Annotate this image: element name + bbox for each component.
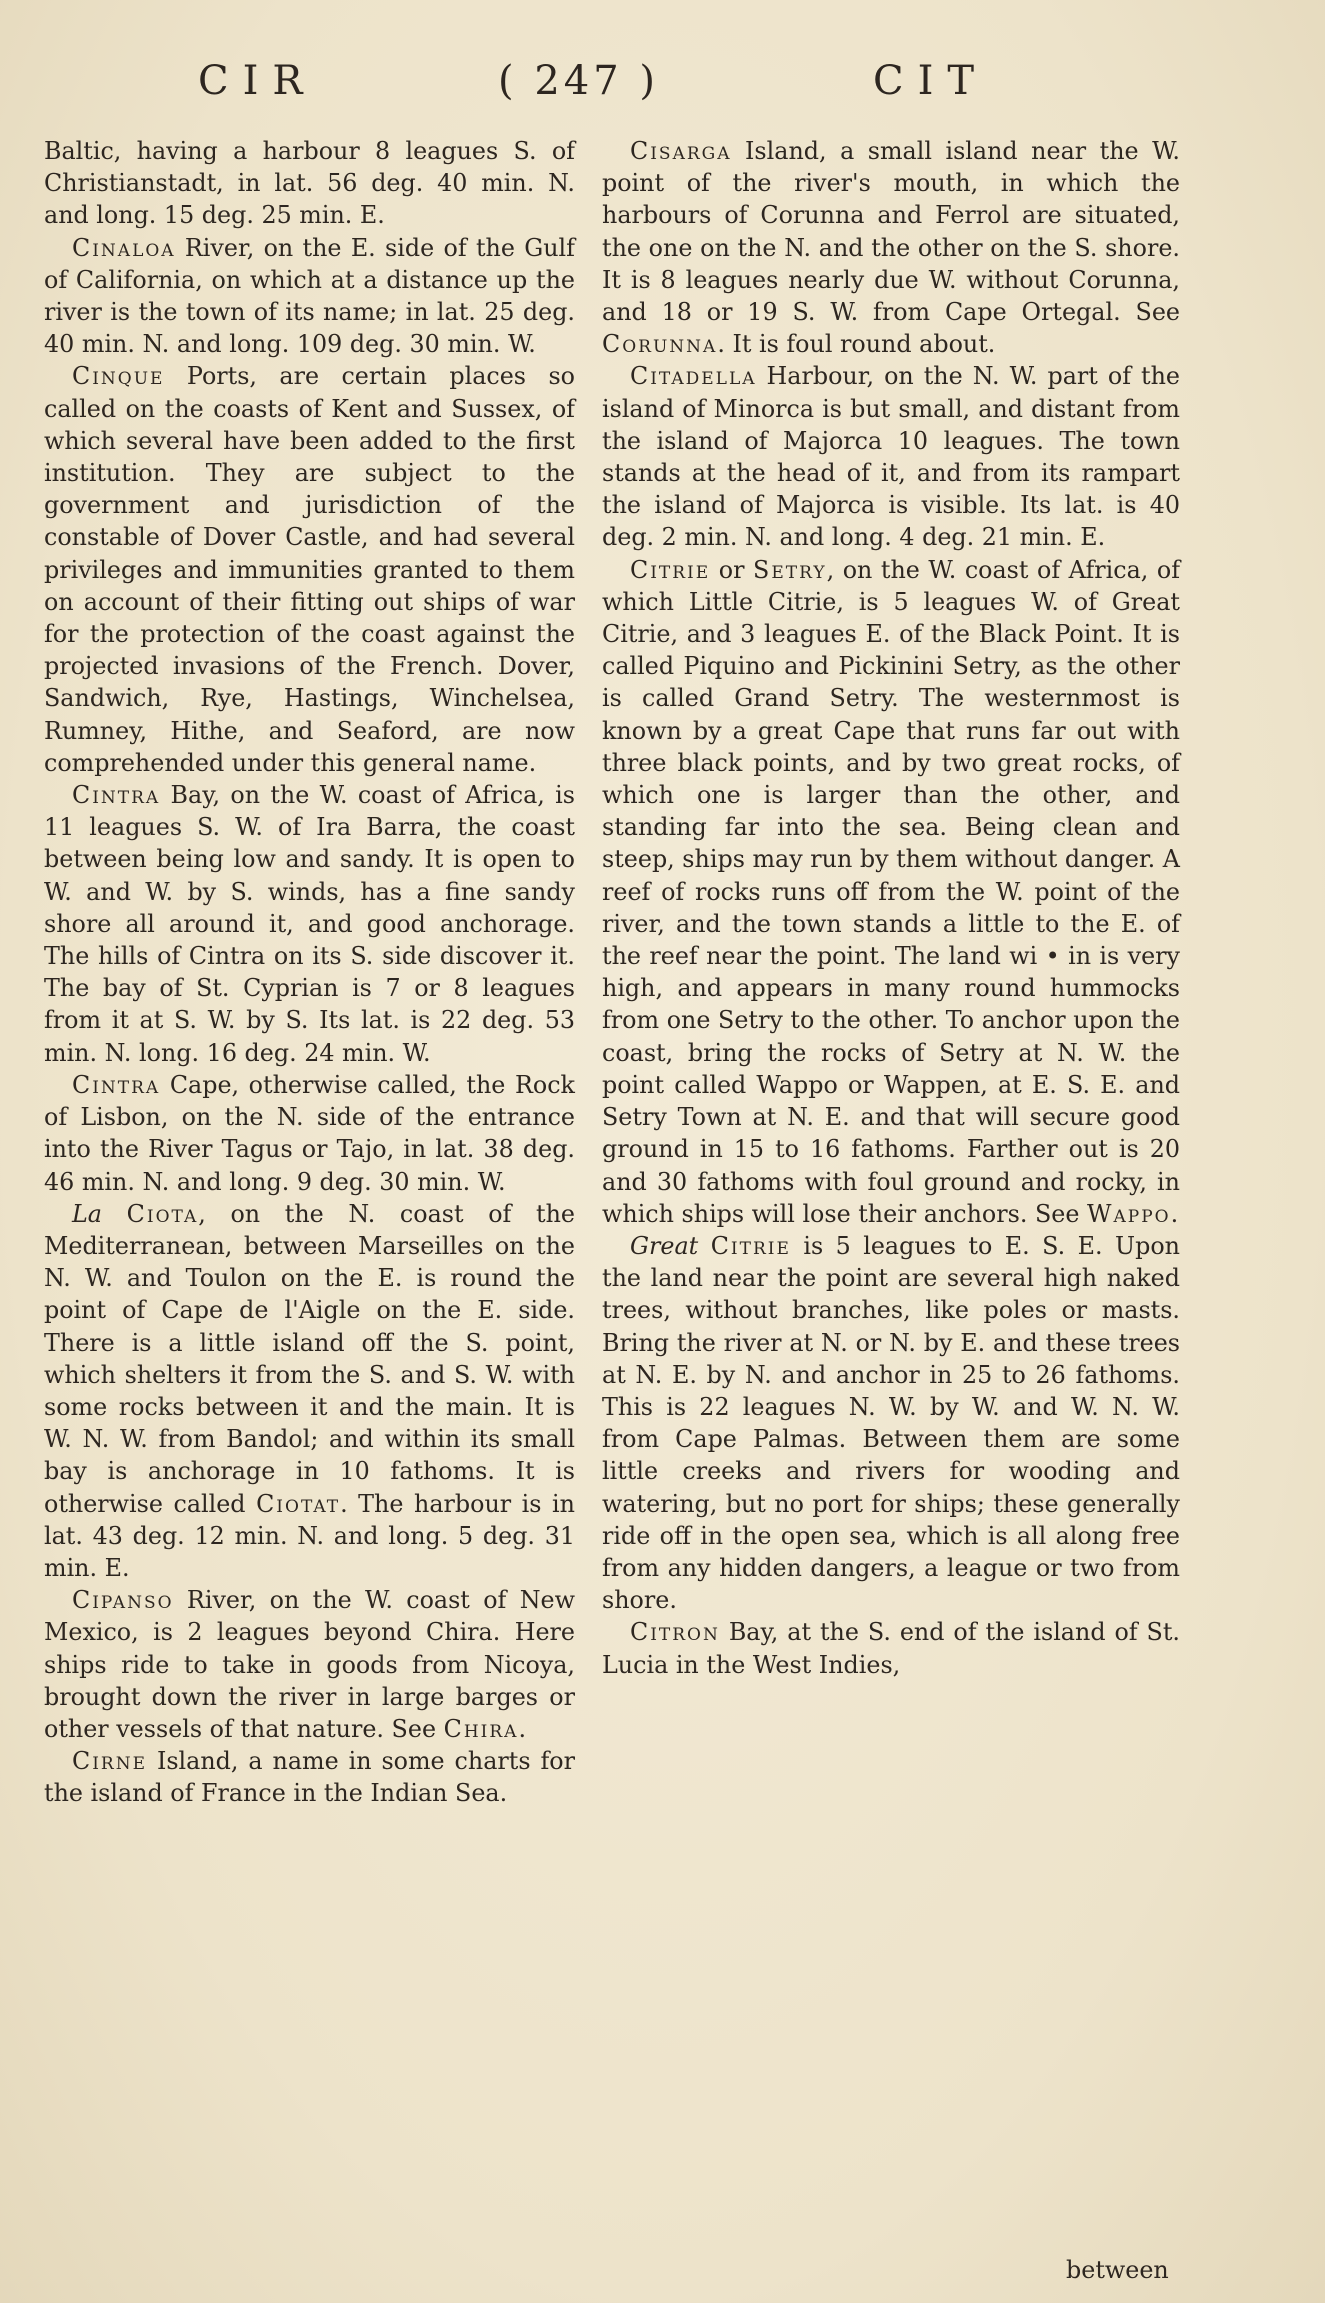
entry-cirne: Cirne Island, a name in some charts for the island of France in the Indian Sea. [44,1747,575,1808]
cross-reference: Wappo [1087,1199,1171,1228]
entry-great-citrie: Great Citrie is 5 leagues to E. S. E. Upon the land near the point are several high naked trees, without branches, like poles or masts. Bring the river at N. or N. by E. and these trees at N. E. by N. and anchor in 25 to 26 fathoms. This is 22 leagues N. W. by W. and W. N. W. from Cape Palmas. Between them are some little creeks and rivers for wooding and watering, but no port for ships; these generally ride off in the open sea, which is all along free from any hidden dangers, a league or two from shore. [602,1231,1180,1615]
entry-citadella: Citadella Harbour, on the N. W. part of the island of Minorca is but small, and distant from the island of Majorca 10 leagues. The town stands at the head of it, and from its rampart the island of Majorca is visible. Its lat. is 40 deg. 2 min. N. and long. 4 deg. 21 min. E. [602,362,1180,552]
headword: Citadella [630,362,757,391]
entry-cinque: Cinque Ports, are certain places so called on the coasts of Kent and Sussex, of which several have been added to the first institution. They are subject to the government and jurisdiction of the constable of Dover Castle, and had several privileges and immunities granted to them on account of their fitting out ships of war for the protection of the coast against the projected invasions of the French. Dover, Sandwich, Rye, Hastings, Winchelsea, Rumney, Hithe, and Seaford, are now comprehended under this general name. [44,362,575,777]
entry-cintra-cape: Cintra Cape, otherwise called, the Rock of Lisbon, on the N. side of the entrance into the River Tagus or Tajo, in lat. 38 deg. 46 min. N. and long. 9 deg. 30 min. W. [44,1070,575,1196]
header-left: CIR [198,58,317,104]
headword: Citrie [710,1231,791,1260]
headword: Cintra [72,781,161,810]
right-column [602,135,1180,1681]
entry-citrie: Citrie or Setry, on the W. coast of Africa, of which Little Citrie, is 5 leagues W. of Great Citrie, and 3 leagues E. of the Black Point. It is called Piquino and Pickinini Setry, as the other is called Grand Setry. The westernmost is known by a great Cape that runs far out with three black points, and by two great rocks, of which one is larger than the other, and standing far into the sea. Being clean and steep, ships may run by them without danger. A reef of rocks runs off from the W. point of the river, and the town stands a little to the E. of the reef near the point. The land wi • in is very high, and appears in many round hummocks from one Setry to the other. To anchor upon the coast, bring the rocks of Setry at N. W. the point called Wappo or Wappen, at E. S. E. and Setry Town at N. E. and that will secure good ground in 15 to 16 fathoms. Farther out is 20 and 30 fathoms with foul ground and rocky, in which ships will lose their anchors. See Wappo. [602,555,1180,1228]
header-right: CIT [873,58,989,104]
left-column [44,135,575,1810]
entry-citron: Citron Bay, at the S. end of the island of St. Lucia in the West Indies, [602,1618,1180,1679]
headword: Citron [630,1618,720,1647]
entry-ciota: La Ciota, on the N. coast of the Mediterranean, between Marseilles on the N. W. and Toulon on the E. is round the point of Cape de l'Aigle on the E. side. There is a little island off the S. point, which shelters it from the S. and S. W. with some rocks between it and the main. It is W. N. W. from Bandol; and within its small bay is anchorage in 10 fathoms. It is otherwise called Ciotat. The harbour is in lat. 43 deg. 12 min. N. and long. 5 deg. 31 min. E. [44,1199,575,1582]
entry-baltic-continuation: Baltic, having a harbour 8 leagues S. of Christianstadt, in lat. 56 deg. 40 min. N. and long. 15 deg. 25 min. E. [44,137,575,230]
running-header [0,58,1325,128]
catchword: between [1066,2256,1169,2284]
entry-cinaloa: Cinaloa River, on the E. side of the Gulf of California, on which at a distance up the river is the town of its name; in lat. 25 deg. 40 min. N. and long. 109 deg. 30 min. W. [44,233,575,359]
entry-cintra-bay: Cintra Bay, on the W. coast of Africa, is 11 leagues S. W. of Ira Barra, the coast between being low and sandy. It is open to W. and W. by S. winds, has a fine sandy shore all around it, and good anchorage. The hills of Cintra on its S. side discover it. The bay of St. Cyprian is 7 or 8 leagues from it at S. W. by S. Its lat. is 22 deg. 53 min. N. long. 16 deg. 24 min. W. [44,781,575,1067]
prefix: La [72,1199,102,1228]
entry-cisarga: Cisarga Island, a small island near the W. point of the river's mouth, in which the harbours of Corunna and Ferrol are situated, the one on the N. and the other on the S. shore. It is 8 leagues nearly due W. without Corunna, and 18 or 19 S. W. from Cape Ortegal. See Corunna. It is foul round about. [602,137,1180,359]
headword: Cintra [72,1070,161,1099]
cross-reference: Ciotat [256,1489,341,1518]
headword: Cinaloa [72,233,176,262]
headword: Citrie [630,555,711,584]
headword: Ciota [126,1199,199,1228]
headword-alt: Setry [753,555,827,584]
headword: Cinque [72,362,165,391]
headword: Cirne [72,1747,148,1776]
entry-cipanso: Cipanso River, on the W. coast of New Mexico, is 2 leagues beyond Chira. Here ships ride to take in goods from Nicoya, brought down the river in large barges or other vessels of that nature. See Chira. [44,1586,575,1743]
cross-reference: Chira [443,1714,519,1743]
headword: Cipanso [72,1586,174,1615]
cross-reference: Corunna [602,330,718,359]
page-number: ( 247 ) [498,58,659,104]
prefix: Great [630,1231,699,1260]
headword: Cisarga [630,137,732,165]
